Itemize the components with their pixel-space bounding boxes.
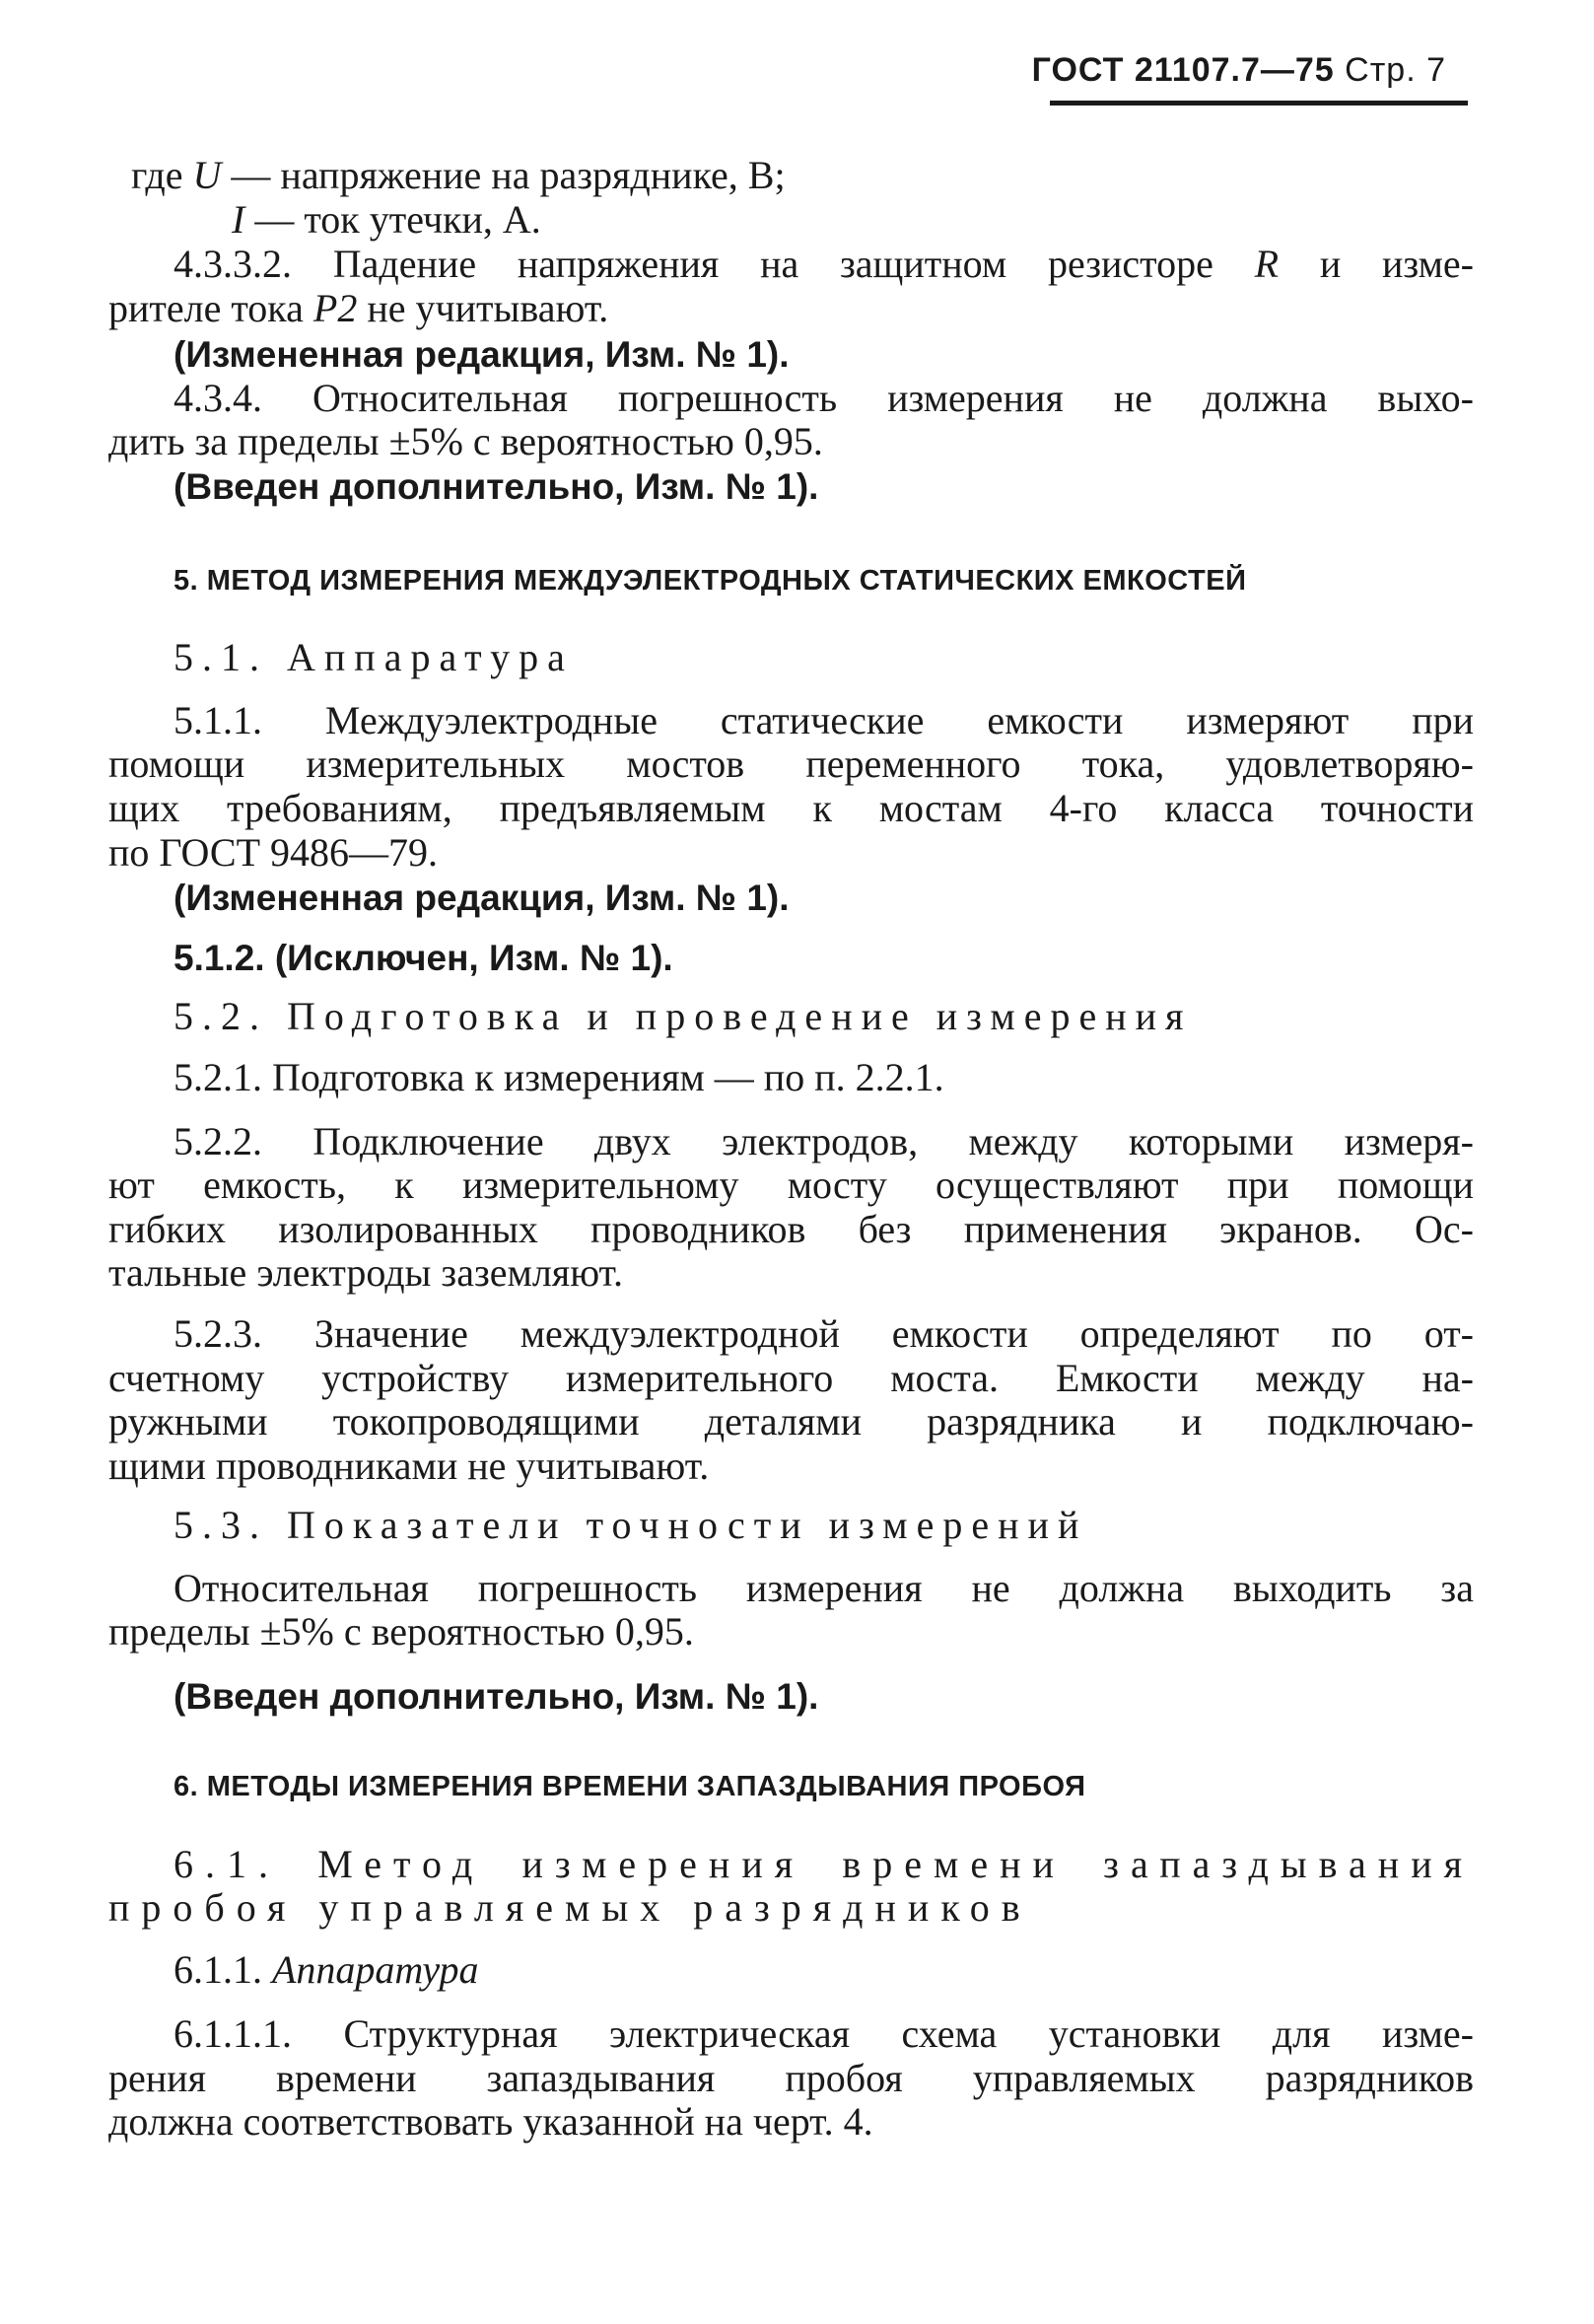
text-line: 5.2.2. Подключение двух электродов, между которыми измеря- [173,1119,1474,1163]
text-line: 5.1.1. Междуэлектродные статические емкости измеряют при [173,698,1474,742]
section-heading-6: 6. МЕТОДЫ ИЗМЕРЕНИЯ ВРЕМЕНИ ЗАПАЗДЫВАНИЯ ПРОБОЯ [173,1771,1086,1802]
text-line: пределы ±5% с вероятностью 0,95. [108,1609,694,1654]
text-line: 5.2.1. Подготовка к измерениям — по п. 2.2.1. [173,1055,944,1099]
text-line: щих требованиям, предъявляемым к мостам 4-го класса точности [108,786,1474,830]
text-line: рителе тока P2 не учитывают. [108,286,609,330]
text-line: ют емкость, к измерительному мосту осуществляют при помощи [108,1162,1474,1207]
text-line: ружными токопроводящими деталями разрядника и подключаю- [108,1399,1474,1444]
text-line: рения времени запаздывания пробоя управляемых разрядников [108,2056,1474,2100]
text-line: I — ток утечки, А. [232,197,541,242]
page-number: Стр. 7 [1345,51,1446,89]
text-line: Относительная погрешность измерения не должна выходить за [173,1566,1474,1610]
amendment-note: (Введен дополнительно, Изм. № 1). [173,1676,819,1717]
text-line: 4.3.4. Относительная погрешность измерения не должна выхо- [173,376,1474,420]
text-line: 6.1.1.1. Структурная электрическая схема установки для изме- [173,2011,1474,2056]
text-line: гибких изолированных проводников без применения экранов. Ос- [108,1207,1474,1251]
amendment-note: (Измененная редакция, Изм. № 1). [173,878,790,918]
text-line: 5.2.3. Значение междуэлектродной емкости определяют по от- [173,1311,1474,1356]
text-line: дить за пределы ±5% с вероятностью 0,95. [108,419,823,463]
text-line: тальные электроды заземляют. [108,1250,624,1295]
header-rule [1050,101,1468,106]
subsection-heading: 6.1. Метод измерения времени запаздывания [173,1842,1474,1886]
text-line: 4.3.3.2. Падение напряжения на защитном резисторе R и изме- [173,242,1475,286]
amendment-note: (Измененная редакция, Изм. № 1). [173,334,790,375]
text-line: щими проводниками не учитывают. [108,1444,710,1488]
text-line: 6.1.1. Аппаратура [173,1947,479,1992]
text-line: по ГОСТ 9486—79. [108,830,439,875]
text-line: помощи измерительных мостов переменного тока, удовлетворяю- [108,741,1474,786]
amendment-note: (Введен дополнительно, Изм. № 1). [173,466,819,507]
text-line: должна соответствовать указанной на черт. 4. [108,2099,873,2144]
text-line: где U — напряжение на разряднике, В; [131,153,786,197]
subsection-heading: 5.3. Показатели точности измерений [173,1503,1088,1547]
subsection-heading: 5.2. Подготовка и проведение измерения [173,994,1193,1038]
page-header [1032,51,1446,90]
subsection-heading: пробоя управляемых разрядников [108,1885,1032,1930]
standard-number: ГОСТ 21107.7—75 [1031,51,1335,89]
amendment-note: 5.1.2. (Исключен, Изм. № 1). [173,938,673,978]
text-line: счетному устройству измерительного моста. Емкости между на- [108,1356,1474,1400]
section-heading-5: 5. МЕТОД ИЗМЕРЕНИЯ МЕЖДУЭЛЕКТРОДНЫХ СТАТИЧЕСКИХ ЕМКОСТЕЙ [173,565,1247,597]
subsection-heading: 5.1. Аппаратура [173,635,574,679]
